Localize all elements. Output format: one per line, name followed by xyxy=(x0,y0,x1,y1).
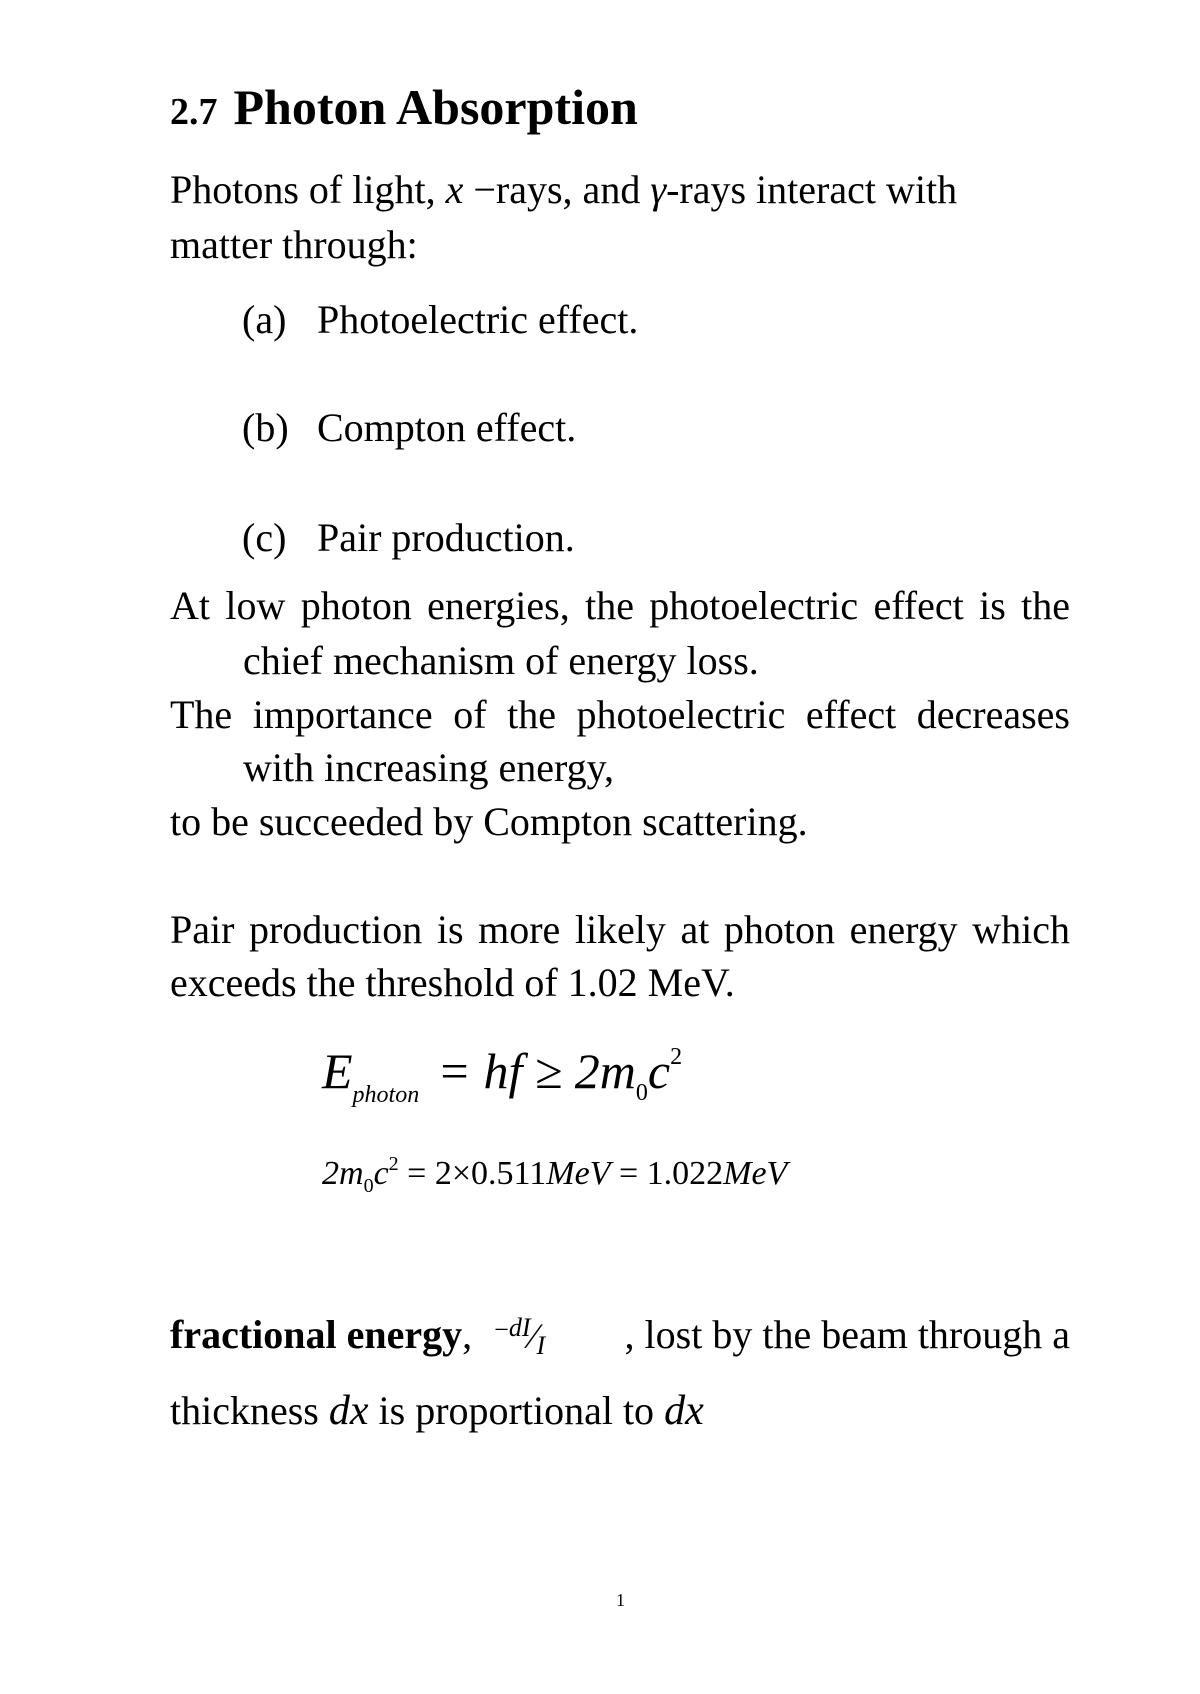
list-text: Pair production. xyxy=(317,515,575,560)
list-item xyxy=(242,515,575,560)
list-item xyxy=(242,405,577,450)
section-number: 2.7 xyxy=(170,91,218,133)
eq2-rhs: = 2×0.511 xyxy=(398,1155,547,1192)
pair-line-1: Pair production is more likely at photon energy which xyxy=(170,907,1070,952)
eq2-mid: = 1.022 xyxy=(610,1155,724,1192)
ratio-I: I xyxy=(536,1331,546,1360)
ratio-slash: ∕ xyxy=(530,1316,537,1356)
fractional-lead xyxy=(170,1312,546,1360)
fractional-after: , lost by the beam through a xyxy=(624,1312,1070,1357)
intro-line-2: matter through: xyxy=(170,222,418,267)
photon-energy-equation xyxy=(322,1042,683,1108)
low-energy-line-1: At low photon energies, the photoelectric effect is the xyxy=(170,583,1070,628)
list-marker: (c) xyxy=(242,515,287,560)
list-text: Compton effect. xyxy=(317,405,577,450)
importance-line-1: The importance of the photoelectric effect decreases xyxy=(170,692,1070,737)
eq2-unit1: MeV xyxy=(546,1155,611,1192)
eq1-subscript: photon xyxy=(352,1082,420,1108)
eq1-c: c xyxy=(647,1043,671,1099)
list-text: Photoelectric effect. xyxy=(317,297,639,342)
eq1-rhs: = hf ≥ 2m xyxy=(437,1043,636,1099)
ratio-dI: dI xyxy=(508,1313,531,1342)
eq2-c: c xyxy=(373,1155,389,1192)
intro-text-1: Photons of light, xyxy=(170,167,446,212)
gamma-symbol: γ xyxy=(650,167,667,212)
proportional-text: is proportional to xyxy=(368,1388,665,1433)
eq2-lhs: 2m xyxy=(322,1155,364,1192)
eq2-power: 2 xyxy=(388,1153,399,1175)
list-marker: (a) xyxy=(242,297,287,342)
low-energy-line-2: chief mechanism of energy loss. xyxy=(243,638,759,683)
importance-line-2: with increasing energy, xyxy=(243,745,614,790)
intro-line-1 xyxy=(170,167,958,212)
rest-energy-equation xyxy=(322,1153,788,1197)
page-number: 1 xyxy=(616,1590,625,1610)
list-item xyxy=(242,297,639,342)
fractional-line-1 xyxy=(170,1312,1070,1360)
pair-line-2: exceeds the threshold of 1.02 MeV. xyxy=(170,960,735,1005)
eq1-zero: 0 xyxy=(635,1080,648,1106)
dx-symbol-2: dx xyxy=(664,1388,704,1434)
eq2-unit2: MeV xyxy=(723,1155,788,1192)
ratio-minus: − xyxy=(494,1315,509,1344)
section-title: Photon Absorption xyxy=(233,79,638,135)
section-heading xyxy=(170,78,638,136)
fractional-line-2 xyxy=(170,1390,704,1432)
fractional-comma: , xyxy=(462,1312,473,1357)
dx-symbol: dx xyxy=(328,1388,369,1434)
eq2-zero: 0 xyxy=(363,1175,374,1197)
eq1-E: E xyxy=(322,1043,353,1099)
list-marker: (b) xyxy=(242,405,289,450)
intro-text-3: -rays interact with xyxy=(666,167,958,212)
x-symbol: x xyxy=(445,167,464,212)
fractional-energy-term: fractional energy xyxy=(170,1312,463,1357)
thickness-text: thickness xyxy=(170,1388,329,1433)
eq1-power: 2 xyxy=(670,1044,683,1070)
intro-text-2: −rays, and xyxy=(463,167,651,212)
compton-line: to be succeeded by Compton scattering. xyxy=(170,799,808,844)
ratio-expression xyxy=(494,1313,546,1360)
